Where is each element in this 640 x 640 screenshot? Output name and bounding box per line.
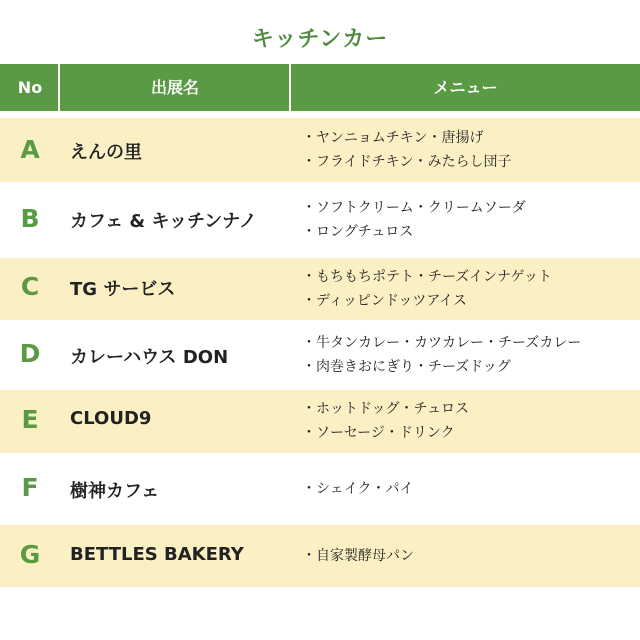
menu-line: ・ディッピンドッツアイス — [302, 293, 467, 309]
row-menu — [302, 477, 632, 501]
header-name: 出展名 — [150, 78, 199, 97]
row-name: 樹神カフェ — [70, 481, 160, 502]
menu-line: ・ホットドッグ・チュロス — [302, 401, 470, 417]
table-row — [0, 390, 640, 453]
row-menu — [302, 331, 632, 379]
table-row — [0, 525, 640, 587]
menu-line: ・フライドチキン・みたらし団子 — [302, 154, 512, 170]
menu-line: ・もちもちポテト・チーズインナゲット — [302, 269, 552, 285]
table-row — [0, 453, 640, 525]
menu-line: ・肉巻きおにぎり・チーズドッグ — [302, 359, 511, 375]
menu-line: ・牛タンカレー・カツカレー・チーズカレー — [302, 335, 582, 351]
page-title: キッチンカー — [251, 27, 389, 52]
table-header — [0, 64, 640, 111]
row-name: TG サービス — [70, 279, 176, 300]
row-menu — [302, 126, 632, 174]
table-row — [0, 182, 640, 258]
row-no: F — [21, 473, 39, 502]
row-no: B — [20, 204, 40, 233]
header-menu: メニュー — [433, 78, 498, 97]
header-no: No — [17, 78, 43, 97]
row-no: D — [19, 339, 41, 368]
menu-line: ・シェイク・パイ — [302, 481, 414, 497]
menu-line: ・ロングチュロス — [302, 224, 414, 240]
menu-line: ・自家製酵母パン — [302, 548, 414, 564]
table-row — [0, 258, 640, 320]
row-name: BETTLES BAKERY — [70, 544, 244, 565]
row-menu — [302, 544, 632, 568]
table-row — [0, 118, 640, 182]
row-menu — [302, 265, 632, 313]
row-menu — [302, 196, 632, 244]
menu-line: ・ソーセージ・ドリンク — [302, 425, 455, 441]
row-name: カレーハウス DON — [70, 347, 229, 368]
table-row — [0, 320, 640, 390]
row-no: G — [19, 540, 41, 569]
row-no: C — [20, 272, 40, 301]
row-name: えんの里 — [70, 142, 142, 163]
row-name: カフェ & キッチンナノ — [70, 211, 257, 232]
row-menu — [302, 397, 632, 445]
menu-line: ・ソフトクリーム・クリームソーダ — [302, 200, 526, 216]
row-no: A — [20, 135, 40, 164]
menu-line: ・ヤンニョムチキン・唐揚げ — [302, 130, 484, 146]
row-name: CLOUD9 — [70, 408, 152, 429]
row-no: E — [21, 405, 39, 434]
